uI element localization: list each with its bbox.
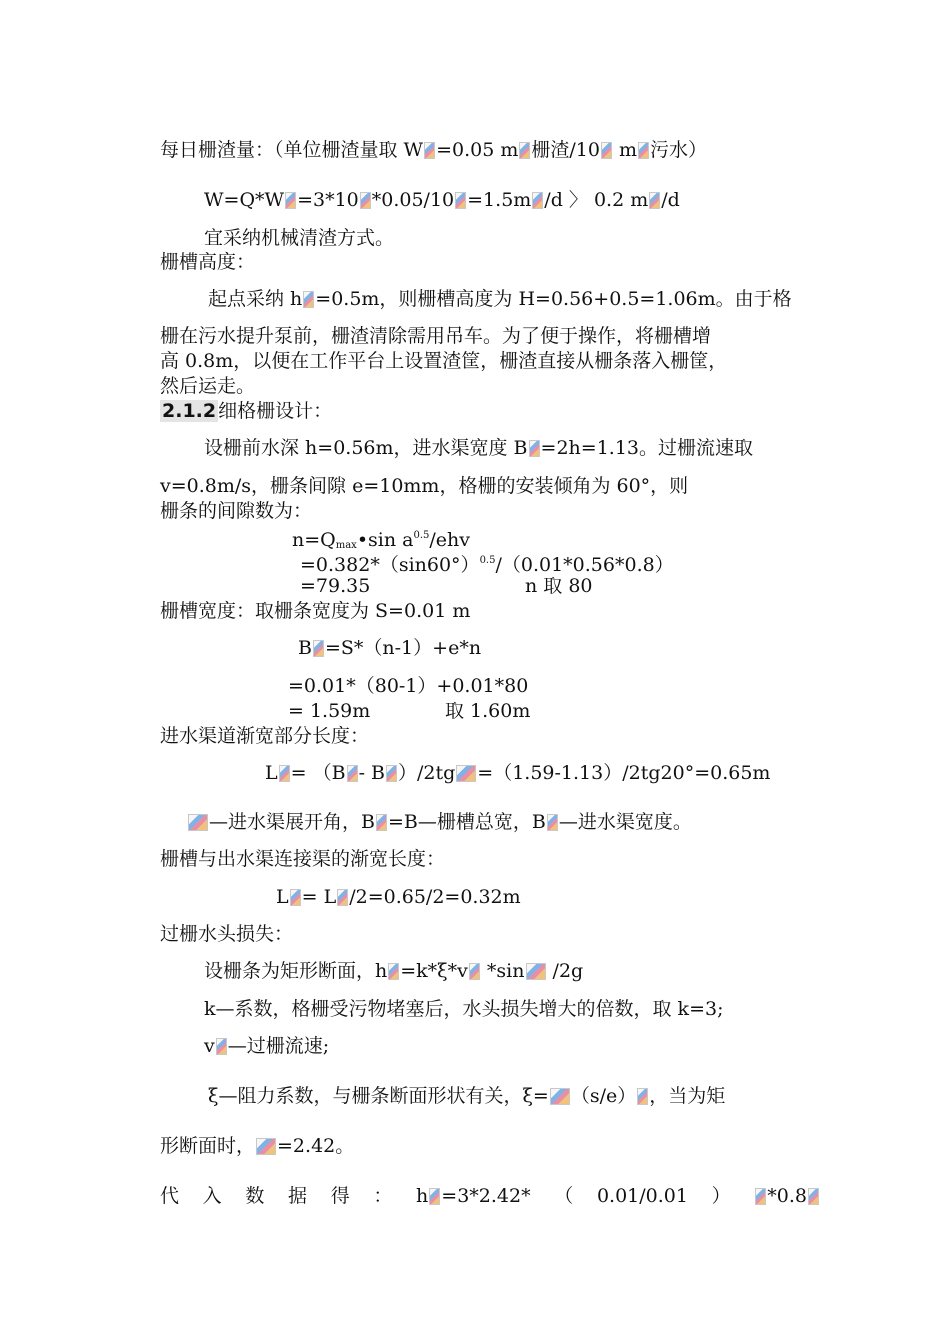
broken-image-icon: [386, 765, 397, 782]
line-screenings-formula: W=Q*W =3*10 *0.05/10 =1.5m /d 〉 0.2 m /d: [204, 189, 680, 211]
line-inlet-taper-title: 进水渠道渐宽部分长度：: [160, 725, 370, 747]
line-mechanical-cleaning: 宜采纳机械清渣方式。: [204, 227, 395, 249]
line-width-substitution: =0.01*（80-1）+0.01*80: [288, 675, 529, 697]
section-title: 细格栅设计：: [218, 400, 333, 422]
broken-image-icon: [388, 963, 399, 980]
line-n-formula: $n=Q_{max}•\sin$ $a^{0.5}$/ehv: [292, 529, 470, 551]
line-n-result: =79.35: [300, 575, 371, 597]
broken-image-icon: [360, 192, 371, 209]
broken-image-icon: [637, 1088, 648, 1105]
broken-image-icon: [303, 291, 314, 308]
broken-image-icon: [347, 765, 358, 782]
line-channel-height-title: 栅槽高度：: [160, 251, 256, 273]
broken-image-icon: [290, 889, 301, 906]
broken-image-icon: [313, 640, 324, 657]
line-velocity-gap: v=0.8m/s，栅条间隙 e=10mm，格栅的安装倾角为 60°，则: [160, 475, 689, 497]
line-width-rounded: 取 1.60m: [445, 700, 531, 722]
line-head-loss-title: 过栅水头损失：: [160, 923, 294, 945]
line-daily-screenings: 每日栅渣量：（单位栅渣量取 W =0.05 m 栅渣/10 m 污水）: [160, 139, 708, 161]
line-outlet-taper-formula: L = L /2=0.65/2=0.32m: [276, 886, 521, 908]
broken-image-icon: [550, 1088, 570, 1105]
broken-image-icon: [256, 1138, 276, 1155]
line-channel-width-title: 栅槽宽度：取栅条宽度为 S=0.01 m: [160, 600, 471, 622]
line-substitute-data: 代 入 数 据 得 ： h =3*2.42* （ 0.01/0.01 ） *0.8: [160, 1183, 820, 1209]
broken-image-icon: [601, 142, 612, 159]
line-width-formula: B =S*（n-1）+e*n: [298, 637, 482, 659]
broken-image-icon: [285, 192, 296, 209]
broken-image-icon: [755, 1188, 766, 1205]
broken-image-icon: [526, 963, 546, 980]
line-height-text-3: 高 0.8m，以便在工作平台上设置渣筐，栅渣直接从栅条落入栅筐，: [160, 350, 728, 372]
line-height-calc: 起点采纳 h =0.5m，则栅槽高度为 H=0.56+0.5=1.06m。由于格: [208, 288, 792, 310]
broken-image-icon: [376, 814, 387, 831]
line-height-text-2: 栅在污水提升泵前，栅渣清除需用吊车。为了便于操作，将栅槽增: [160, 325, 712, 347]
broken-image-icon: [456, 765, 476, 782]
line-head-loss-formula: 设栅条为矩形断面，h =k*ξ*v *sin /2g: [204, 960, 584, 982]
broken-image-icon: [429, 1188, 440, 1205]
line-n-substitution: $=0.382*(\sin 60^\circ)^{0.5}/(0.01*0.56*0.8)$: [300, 554, 674, 576]
line-rectangular-section: 形断面时， =2.42。: [160, 1135, 355, 1157]
line-inlet-taper-formula: L = （B - B ）/2tg =（1.59-1.13）/2tg20°=0.65m: [265, 762, 771, 784]
broken-image-icon: [808, 1188, 819, 1205]
line-n-rounded: n 取 80: [525, 575, 593, 597]
section-heading: [160, 398, 332, 424]
line-outlet-taper-title: 栅槽与出水渠连接渠的渐宽长度：: [160, 848, 446, 870]
line-resistance-coefficient: ξ—阻力系数，与栅条断面形状有关，ξ= （s/e） ，当为矩: [208, 1085, 726, 1107]
broken-image-icon: [547, 814, 558, 831]
broken-image-icon: [188, 814, 208, 831]
line-symbol-legend: —进水渠展开角，B =B—栅槽总宽，B —进水渠宽度。: [187, 809, 692, 835]
broken-image-icon: [337, 889, 348, 906]
line-depth-width: 设栅前水深 h=0.56m，进水渠宽度 B =2h=1.13。过栅流速取: [204, 437, 754, 459]
line-gap-count-title: 栅条的间隙数为：: [160, 500, 313, 522]
line-v-velocity: v —过栅流速;: [204, 1035, 330, 1057]
line-height-text-4: 然后运走。: [160, 375, 256, 397]
broken-image-icon: [649, 192, 660, 209]
broken-image-icon: [424, 142, 435, 159]
line-k-coefficient: k—系数，格栅受污物堵塞后，水头损失增大的倍数，取 k=3;: [204, 998, 724, 1020]
broken-image-icon: [532, 192, 543, 209]
section-number: 2.1.2: [162, 400, 217, 422]
broken-image-icon: [519, 142, 530, 159]
broken-image-icon: [455, 192, 466, 209]
broken-image-icon: [279, 765, 290, 782]
broken-image-icon: [216, 1038, 227, 1055]
broken-image-icon: [469, 963, 480, 980]
line-width-result: = 1.59m: [288, 700, 371, 722]
broken-image-icon: [638, 142, 649, 159]
broken-image-icon: [529, 440, 540, 457]
